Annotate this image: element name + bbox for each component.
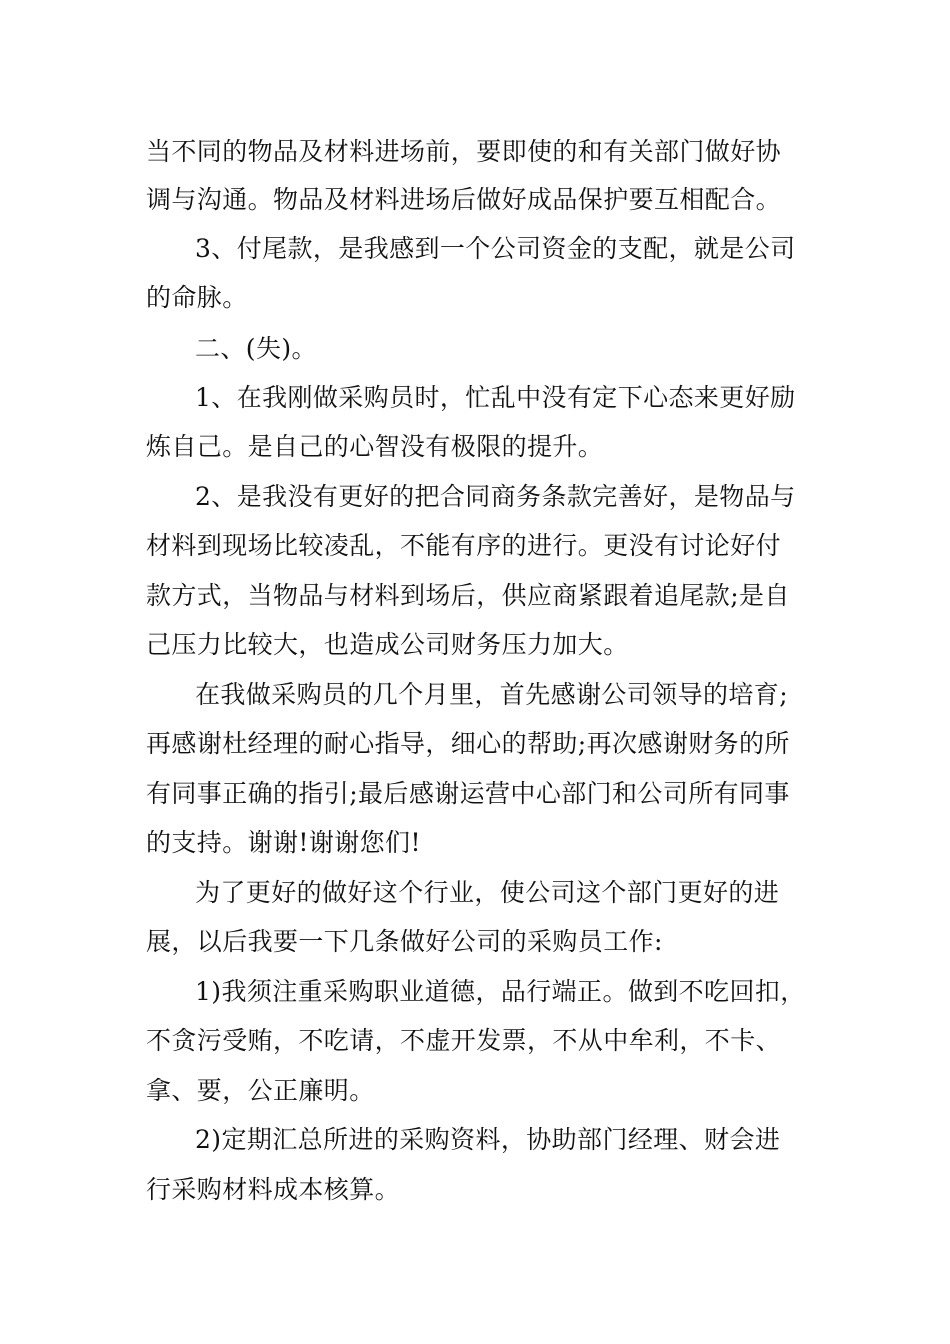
text-line: 不贪污受贿，不吃请，不虚开发票，不从中牟利，不卡、 bbox=[146, 1026, 782, 1055]
text-line: 当不同的物品及材料进场前，要即使的和有关部门做好协 bbox=[146, 137, 782, 166]
section-heading: 二、(失)。 bbox=[195, 334, 317, 363]
text-line: 在我做采购员的几个月里，首先感谢公司领导的培育; bbox=[195, 680, 789, 709]
text-line: 调与沟通。物品及材料进场后做好成品保护要互相配合。 bbox=[146, 185, 782, 214]
text-line: 2、是我没有更好的把合同商务条款完善好，是物品与 bbox=[195, 482, 796, 511]
text-line: 款方式，当物品与材料到场后，供应商紧跟着追尾款;是自 bbox=[146, 581, 790, 610]
text-line: 1)我须注重采购职业道德，品行端正。做到不吃回扣， bbox=[195, 977, 806, 1006]
text-line: 己压力比较大，也造成公司财务压力加大。 bbox=[146, 630, 629, 659]
text-line: 1、在我刚做采购员时，忙乱中没有定下心态来更好励 bbox=[195, 383, 796, 412]
text-line: 的命脉。 bbox=[146, 283, 248, 312]
text-line: 展，以后我要一下几条做好公司的采购员工作: bbox=[146, 927, 663, 956]
text-line: 的支持。谢谢!谢谢您们! bbox=[146, 828, 421, 857]
text-line: 材料到现场比较凌乱，不能有序的进行。更没有讨论好付 bbox=[146, 531, 782, 560]
text-line: 行采购材料成本核算。 bbox=[146, 1175, 401, 1204]
text-line: 炼自己。是自己的心智没有极限的提升。 bbox=[146, 432, 604, 461]
text-line: 2)定期汇总所进的采购资料，协助部门经理、财会进 bbox=[195, 1125, 781, 1154]
text-line: 再感谢杜经理的耐心指导，细心的帮助;再次感谢财务的所 bbox=[146, 729, 790, 758]
text-line: 拿、要，公正廉明。 bbox=[146, 1076, 375, 1105]
text-line: 有同事正确的指引;最后感谢运营中心部门和公司所有同事 bbox=[146, 779, 790, 808]
text-line: 3、付尾款，是我感到一个公司资金的支配，就是公司 bbox=[195, 234, 796, 263]
text-line: 为了更好的做好这个行业，使公司这个部门更好的进 bbox=[195, 878, 780, 907]
